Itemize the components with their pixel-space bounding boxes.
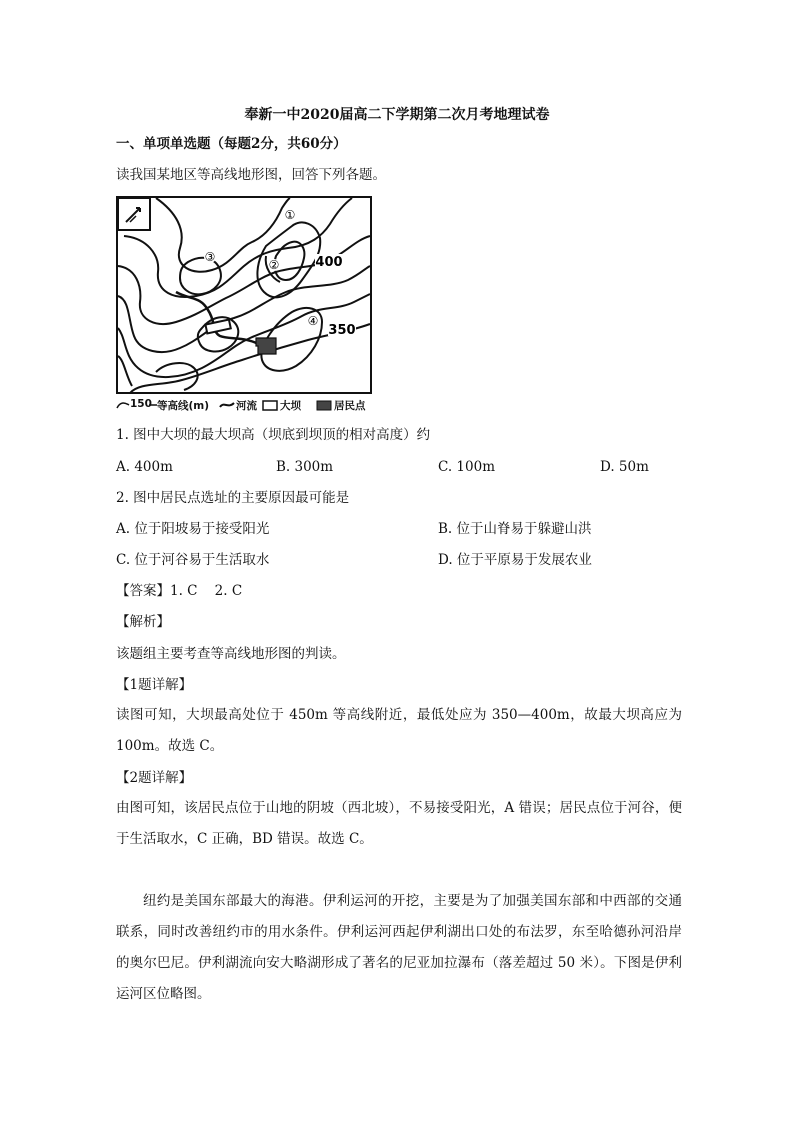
point-label-1: ① <box>284 208 296 222</box>
question-intro: 读我国某地区等高线地形图，回答下列各题。 <box>116 167 386 183</box>
contour-map <box>116 196 372 394</box>
answer-label: 【答案】 <box>116 583 170 599</box>
contour-label-400: 400 <box>315 255 343 270</box>
answer-line <box>116 582 242 600</box>
contour-label-350: 350 <box>328 323 356 338</box>
detail-2-label: 【2题详解】 <box>116 770 193 786</box>
legend-settlement: 居民点 <box>334 400 366 412</box>
q1-option-b: B. 300m <box>276 459 334 475</box>
detail-1-label: 【1题详解】 <box>116 677 193 693</box>
q1-option-a: A. 400m <box>116 459 173 475</box>
q2-option-b: B. 位于山脊易于躲避山洪 <box>438 521 592 537</box>
legend-dash-icon <box>149 402 157 408</box>
answer-text: 1. C 2. C <box>170 583 243 599</box>
point-label-2: ② <box>268 258 280 272</box>
section-heading: 一、单项单选题（每题2分，共60分） <box>116 136 347 152</box>
contour-map-figure <box>116 196 372 394</box>
reading-passage: 纽约是美国东部最大的海港。伊利运河的开挖，主要是为了加强美国东部和中西部的交通联系，同时改善纽约市的用水条件。伊利运河西起伊利湖出口处的布法罗，东至哈德孙河沿岸的奥尔巴尼。伊利湖流向安大略湖形成了著名的尼亚加拉瀑布（落差超过 50 米）。下图是伊利运河区位略图。 <box>116 893 682 1002</box>
question-2-stem: 2. 图中居民点选址的主要原因最可能是 <box>116 490 350 506</box>
legend-contour-sample: 150 <box>130 398 152 410</box>
page-title: 奉新一中2020届高二下学期第二次月考地理试卷 <box>244 107 550 123</box>
q1-option-d: D. 50m <box>600 459 649 475</box>
detail-2-text: 由图可知，该居民点位于山地的阴坡（西北坡），不易接受阳光，A 错误；居民点位于河谷，便于生活取水，C 正确，BD 错误。故选 C。 <box>116 800 682 847</box>
legend-dam: 大坝 <box>280 400 301 412</box>
question-1-stem: 1. 图中大坝的最大坝高（坝底到坝顶的相对高度）约 <box>116 427 431 443</box>
contour-line-icon <box>116 400 130 410</box>
detail-1-text: 读图可知，大坝最高处位于 450m 等高线附近，最低处应为 350—400m，故最大坝高应为100m。故选 C。 <box>116 707 682 754</box>
settlement-icon <box>316 400 332 411</box>
map-legend <box>116 398 416 414</box>
point-label-3: ③ <box>204 250 216 264</box>
q1-option-c: C. 100m <box>438 459 495 475</box>
analysis-label: 【解析】 <box>116 614 170 630</box>
legend-river: 河流 <box>236 400 257 412</box>
point-label-4: ④ <box>307 314 319 328</box>
q2-option-a: A. 位于阳坡易于接受阳光 <box>116 521 270 537</box>
river-icon <box>219 400 235 410</box>
dam-icon <box>262 400 278 411</box>
q2-option-c: C. 位于河谷易于生活取水 <box>116 552 270 568</box>
legend-contour: 等高线(m) <box>157 400 210 412</box>
q2-option-d: D. 位于平原易于发展农业 <box>438 552 592 568</box>
analysis-summary: 该题组主要考查等高线地形图的判读。 <box>116 646 346 662</box>
